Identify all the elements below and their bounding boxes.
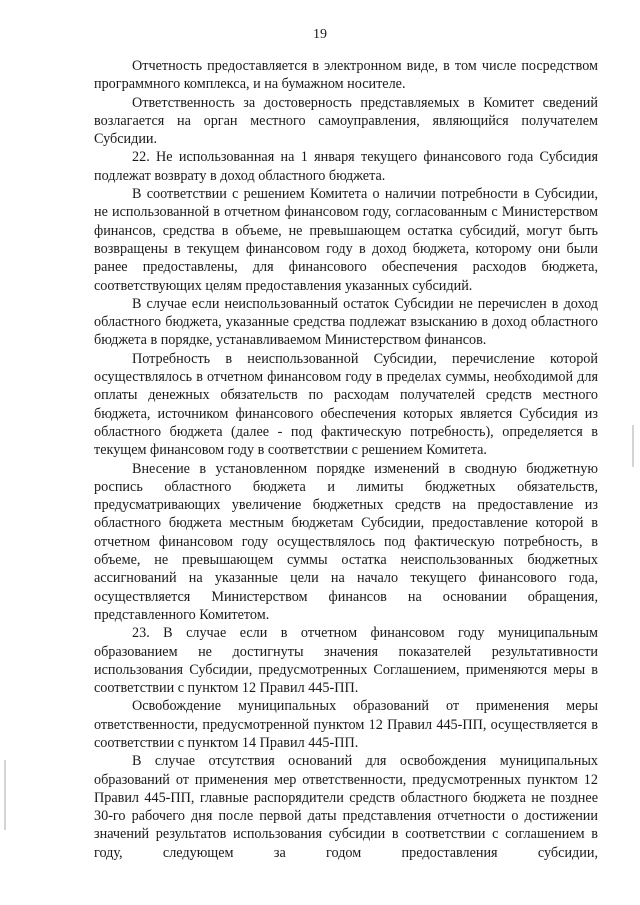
paragraph-actual-need: Потребность в неиспользованной Субсидии, перечисление которой осуществлялось в отчетном финансовом году в пределах суммы, необходимой для оплаты денежных обязательств по расходам получателей средств местного бюджета, источником финансового обеспечения которых является Субсидия из областного бюджета (далее - под фактическую потребность), определяется в текущем финансовом году в соответствии с решением Комитета. [94, 350, 598, 459]
paragraph-23-measures: 23. В случае если в отчетном финансовом году муниципальным образованием не достигнуты значения показателей результативности использования Субсидии, предусмотренных Соглашением, применяются меры в соответствии с пунктом 12 Правил 445-ПП. [94, 625, 598, 697]
paragraph-reporting-format: Отчетность предоставляется в электронном виде, в том числе посредством программного комплекса, и на бумажном носителе. [94, 58, 598, 93]
paragraph-exemption: Освобождение муниципальных образований от применения меры ответственности, предусмотренной пунктом 12 Правил 445-ПП, осуществляется в соответствии с пунктом 14 Правил 445-ПП. [94, 698, 598, 751]
scan-margin-mark-right [632, 425, 634, 467]
paragraph-recovery: В случае если неиспользованный остаток Субсидии не перечислен в доход областного бюджета, указанные средства подлежат взысканию в доход областного бюджета в порядке, устанавливаемом Министерством финансов. [94, 295, 598, 349]
paragraph-no-exemption: В случае отсутствия оснований для освобождения муниципальных образований от применения мер ответственности, предусмотренных пунктом 12 Правил 445-ПП, главные распорядители средств областного бюджета не позднее 30-го рабочего дня после первой даты представления отчетности о достижении значений результатов использования субсидии в соответствии с соглашением в году, следующем за годом предоставления субсидии, [94, 753, 598, 861]
paragraph-22-return: 22. Не использованная на 1 января текущего финансового года Субсидия подлежат возврату в доход областного бюджета. [94, 149, 598, 184]
scan-margin-mark-left [4, 760, 6, 830]
paragraph-budget-changes: Внесение в установленном порядке изменений в сводную бюджетную роспись областного бюджета и лимиты бюджетных обязательств, предусматривающих увеличение бюджетных средств на предоставление из областного бюджета местным бюджетам Субсидии, предоставление которой в отчетном финансовом году осуществлялось под фактическую потребность, в объеме, не превышающем суммы остатка неиспользованных бюджетных ассигнований на указанные цели на начало текущего финансового года, осуществляется Министерством финансов на основании обращения, представленного Комитетом. [94, 460, 598, 623]
page-number: 19 [313, 27, 327, 42]
paragraph-committee-decision: В соответствии с решением Комитета о наличии потребности в Субсидии, не использованной в отчетном финансовом году, согласованным с Министерством финансов, средства в объеме, не превышающем остатка субсидий, могут быть возвращены в текущем финансовом году в доход бюджета, которому они были ранее предоставлены, для финансового обеспечения расходов бюджета, соответствующих целям предоставления указанных субсидий. [94, 186, 598, 294]
document-body [94, 57, 598, 862]
paragraph-responsibility: Ответственность за достоверность представляемых в Комитет сведений возлагается на орган местного самоуправления, являющийся получателем Субсидии. [94, 94, 598, 148]
